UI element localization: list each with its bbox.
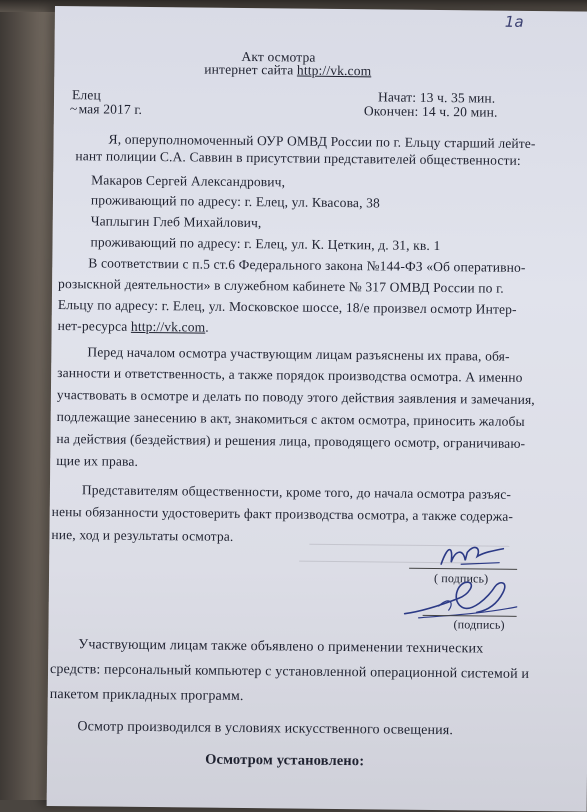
witness2-address: проживающий по адресу: г. Елец, ул. К. Цеткин, д. 31, кв. 1: [90, 234, 441, 254]
p4-line1: Представителям общественности, кроме того, до начала осмотра разъяс-: [81, 482, 512, 502]
p2-line2: розыскной деятельности» в служебном кабинете № 317 ОМВД России по г.: [58, 276, 504, 296]
witness2-name: Чаплыгин Глеб Михайлович,: [90, 213, 262, 231]
p4-line3: ние, ход и результаты осмотра.: [51, 526, 234, 544]
p3-line3: участвовать в осмотре и делать по поводу этого действия заявления и замечания,: [56, 387, 535, 408]
p2-line4-prefix: нет-ресурса: [57, 318, 132, 334]
title-line2: [204, 62, 371, 80]
title-line1: Акт осмотра: [241, 48, 316, 65]
title-link: http://vk.com: [296, 62, 372, 79]
header-city: Елец: [71, 87, 101, 103]
p3-line5: на действия (бездействия) и решения лица, проводящего осмотр, ограничиваю-: [56, 431, 526, 451]
document-sheet: [47, 6, 587, 812]
p3-line1: Перед началом осмотра участвующим лицам разъяснены их права, обя-: [87, 344, 510, 364]
p5-line1: Участвующим лицам также объявлено о применении технических: [78, 637, 484, 657]
signature-2-label: (подпись): [453, 617, 505, 632]
title-line2-prefix: интернет сайта: [204, 61, 298, 78]
p3-line4: подлежащие занесению в акт, знакомиться с актом осмотра, приносить жалобы: [56, 409, 525, 429]
witness1-address: проживающий по адресу: г. Елец, ул. Квасова, 38: [90, 192, 381, 211]
page-number: 1а: [504, 12, 524, 31]
findings-heading: Осмотром установлено:: [205, 751, 365, 770]
p5-line2: средств: персональный компьютер с установленной операционной системой и: [49, 661, 530, 683]
date-day-mark: ~: [69, 101, 79, 117]
p2-line4-suffix: .: [205, 319, 209, 335]
p2-link: http://vk.com: [130, 318, 206, 335]
p3-line6: щие их права.: [56, 453, 139, 469]
header-start: Начат: 13 ч. 35 мин.: [377, 89, 496, 106]
header-end: Окончен: 14 ч. 20 мин.: [363, 103, 498, 120]
p2-line3: Ельцу по адресу: г. Елец, ул. Московское шоссе, 18/е произвел осмотр Интер-: [57, 297, 517, 317]
p2-line1: В соответствии с п.5 ст.6 Федерального закона №144-ФЗ «Об оперативно-: [88, 255, 526, 275]
p6-line: Осмотр производился в условиях искусственного освещения.: [77, 719, 454, 739]
p1-line2: нант полиции С.А. Саввин в присутствии представителей общественности:: [75, 148, 521, 168]
p1-line1: Я, оперуполномоченный ОУР ОМВД России по г. Ельцу старший лейте-: [108, 131, 536, 152]
p2-line4: [58, 318, 209, 336]
signature-1-label: ( подпись): [433, 571, 489, 586]
header-date: [70, 101, 142, 118]
p5-line3: пакетом прикладных программ.: [49, 686, 244, 705]
p3-line2: занности и ответственность, а также порядок производства осмотра. А именно: [57, 365, 523, 385]
witness1-name: Макаров Сергей Александрович,: [91, 172, 286, 190]
p4-line2: нены обязанности удостоверить факт производства осмотра, а также содержа-: [51, 503, 514, 524]
header-date-text: мая 2017 г.: [78, 101, 143, 117]
